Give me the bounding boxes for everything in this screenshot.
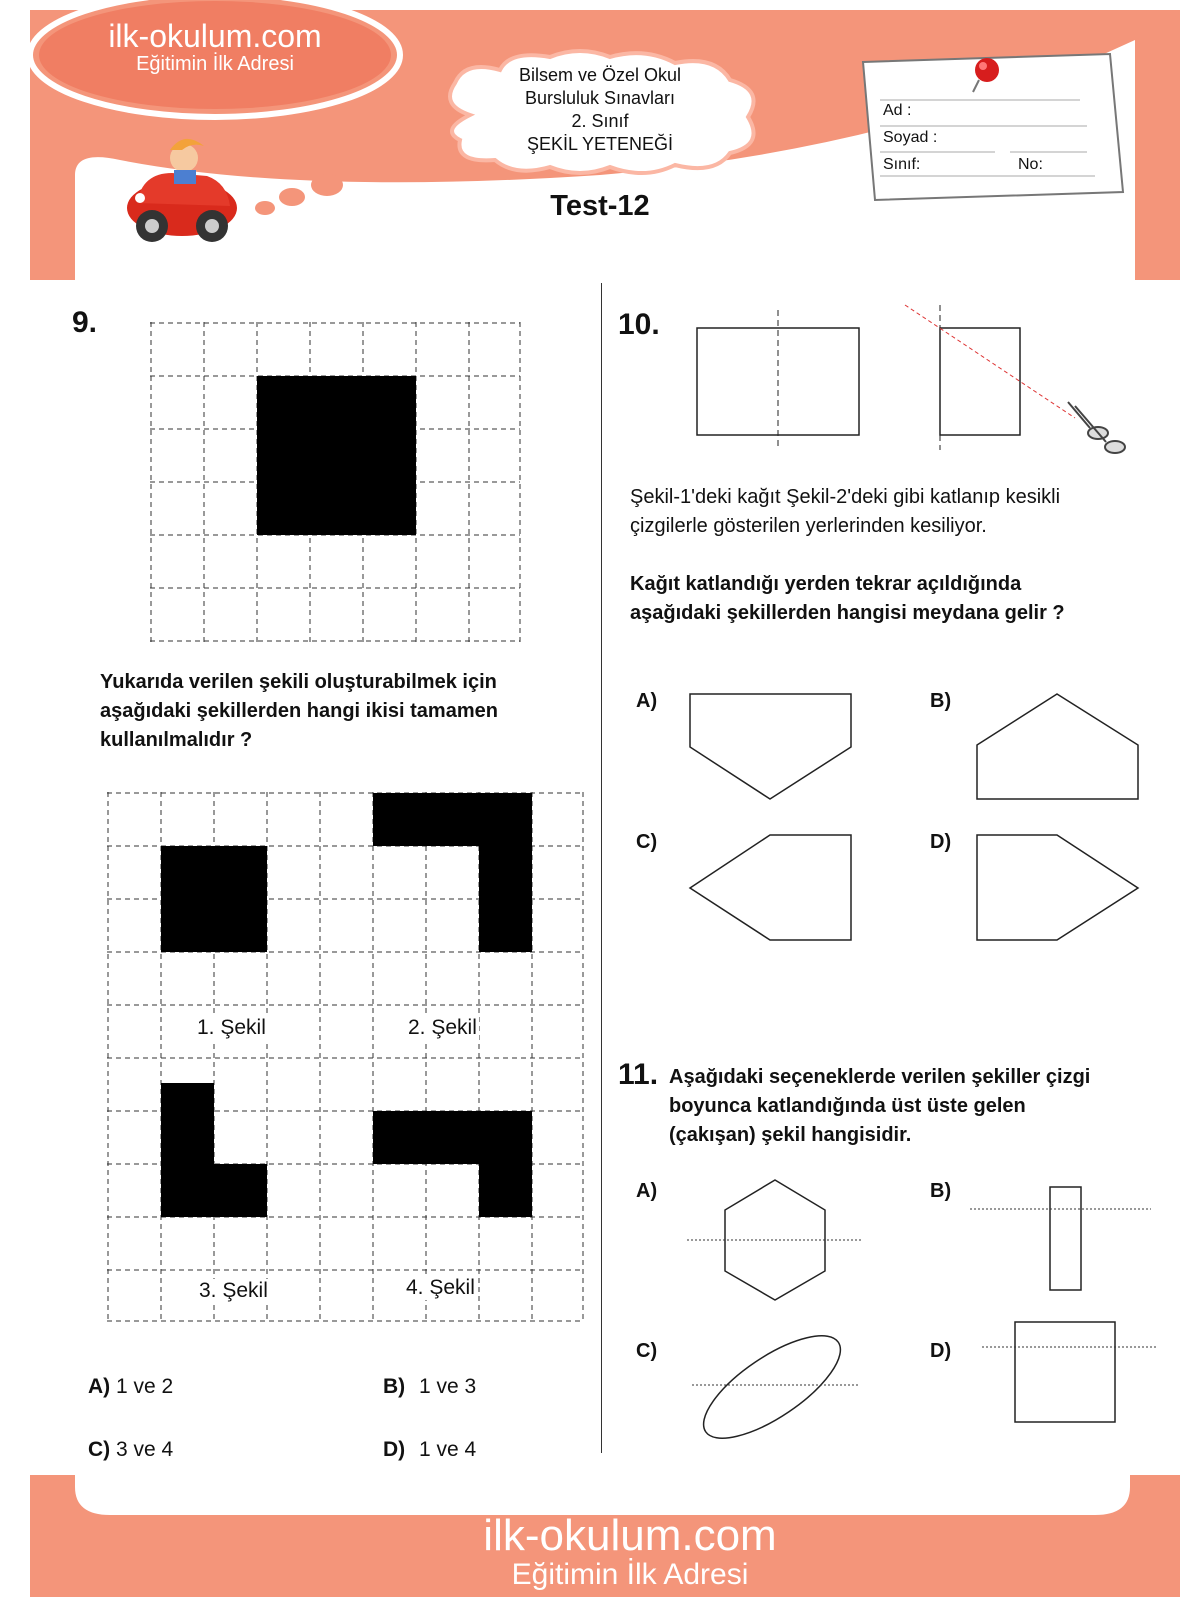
q10-option-a-shape[interactable] bbox=[688, 692, 853, 802]
header-site-name: ilk-okulum.com bbox=[108, 18, 322, 54]
q10-option-b-shape[interactable] bbox=[975, 692, 1140, 802]
footer-site-slogan: Eğitimin İlk Adresi bbox=[511, 1558, 749, 1591]
q9-number: 9. bbox=[72, 306, 98, 339]
q10-option-b-label[interactable]: B) bbox=[930, 690, 952, 712]
q9-shape-label-2: 2. Şekil bbox=[408, 1016, 477, 1039]
q10-option-c-shape[interactable] bbox=[688, 833, 853, 943]
q9-shape-1 bbox=[161, 846, 267, 952]
q9-answer-c-letter: C) bbox=[88, 1438, 111, 1461]
q9-shape-label-3: 3. Şekil bbox=[199, 1279, 268, 1302]
q9-answer-a-text: 1 ve 2 bbox=[116, 1375, 174, 1398]
number-field[interactable] bbox=[1050, 154, 1090, 174]
test-title: Test-12 bbox=[550, 190, 650, 222]
cloud-line-2: Bursluluk Sınavları bbox=[524, 88, 676, 108]
q9-options-figure bbox=[107, 792, 585, 1322]
q10-paper-2 bbox=[940, 328, 1020, 435]
q11-option-c-label[interactable]: C) bbox=[636, 1340, 658, 1362]
footer-site-name: ilk-okulum.com bbox=[483, 1511, 777, 1560]
q9-answer-d-text: 1 ve 4 bbox=[419, 1438, 477, 1461]
q9-question-text: Yukarıda verilen şekili oluşturabilmek için aşağıdaki şekillerden hangi ikisi tamamen kullanılmalıdır ? bbox=[100, 671, 498, 751]
q10-cut-line bbox=[905, 305, 1075, 418]
q9-shape-4 bbox=[373, 1111, 532, 1217]
q9-answer-c-text: 3 ve 4 bbox=[116, 1438, 174, 1461]
q9-answer-c[interactable] bbox=[88, 1438, 173, 1462]
q10-question-text-plain: Şekil-1'deki kağıt Şekil-2'deki gibi katlanıp kesikli çizgilerle gösterilen yerlerinden kesiliyor. bbox=[630, 486, 1061, 537]
q9-answer-d[interactable] bbox=[383, 1438, 476, 1462]
q11-option-d-shape[interactable] bbox=[980, 1320, 1160, 1425]
name-label: Ad : bbox=[883, 102, 912, 119]
header-site-slogan: Eğitimin İlk Adresi bbox=[136, 53, 294, 75]
number-label: No: bbox=[1018, 156, 1043, 173]
cloud-title-text bbox=[480, 64, 720, 156]
q11-option-a-shape[interactable] bbox=[685, 1178, 865, 1303]
q10-option-d-shape[interactable] bbox=[975, 833, 1140, 943]
class-label: Sınıf: bbox=[883, 156, 921, 173]
q9-shape-label-4: 4. Şekil bbox=[406, 1276, 475, 1299]
q9-answer-a[interactable] bbox=[88, 1375, 173, 1399]
header-logo[interactable] bbox=[40, 18, 390, 76]
cloud-line-4: ŞEKİL YETENEĞİ bbox=[526, 134, 674, 154]
q9-answer-a-letter: A) bbox=[88, 1375, 111, 1398]
q9-answer-d-letter: D) bbox=[383, 1438, 406, 1461]
cloud-line-1: Bilsem ve Özel Okul bbox=[518, 65, 682, 85]
q10-figures bbox=[690, 300, 1140, 465]
surname-field[interactable] bbox=[950, 127, 1080, 147]
q10-number: 10. bbox=[618, 308, 660, 341]
column-divider bbox=[601, 283, 602, 1453]
q11-option-b-shape[interactable] bbox=[968, 1185, 1153, 1295]
surname-label: Soyad : bbox=[883, 129, 938, 146]
q11-number: 11. bbox=[618, 1058, 659, 1091]
q9-answer-b[interactable] bbox=[383, 1375, 476, 1399]
q11-option-b-label[interactable]: B) bbox=[930, 1180, 952, 1202]
q9-target-square bbox=[257, 376, 416, 535]
q10-option-d-label[interactable]: D) bbox=[930, 831, 952, 853]
q9-answer-b-letter: B) bbox=[383, 1375, 406, 1398]
q9-shape-label-1: 1. Şekil bbox=[197, 1016, 266, 1039]
q10-question-text-bold: Kağıt katlandığı yerden tekrar açıldığında aşağıdaki şekillerden hangisi meydana gelir ? bbox=[630, 573, 1065, 624]
q9-target-figure bbox=[150, 322, 522, 642]
cloud-line-3: 2. Sınıf bbox=[571, 111, 629, 131]
car-illustration bbox=[122, 128, 242, 248]
q11-option-c-shape[interactable] bbox=[690, 1335, 860, 1440]
q9-shape-3 bbox=[161, 1083, 267, 1217]
scissors-icon bbox=[1068, 402, 1125, 453]
q9-answer-b-text: 1 ve 3 bbox=[419, 1375, 477, 1398]
q10-option-a-label[interactable]: A) bbox=[636, 690, 658, 712]
q9-shape-2 bbox=[373, 793, 532, 952]
q10-option-c-label[interactable]: C) bbox=[636, 831, 658, 853]
footer-logo[interactable] bbox=[380, 1513, 880, 1591]
name-field[interactable] bbox=[920, 100, 1080, 120]
class-field[interactable] bbox=[930, 154, 990, 174]
q11-option-a-label[interactable]: A) bbox=[636, 1180, 658, 1202]
q11-question-text: Aşağıdaki seçeneklerde verilen şekiller çizgi boyunca katlandığında üst üste gelen (çakışan) şekil hangisidir. bbox=[669, 1066, 1091, 1146]
q11-option-d-label[interactable]: D) bbox=[930, 1340, 952, 1362]
